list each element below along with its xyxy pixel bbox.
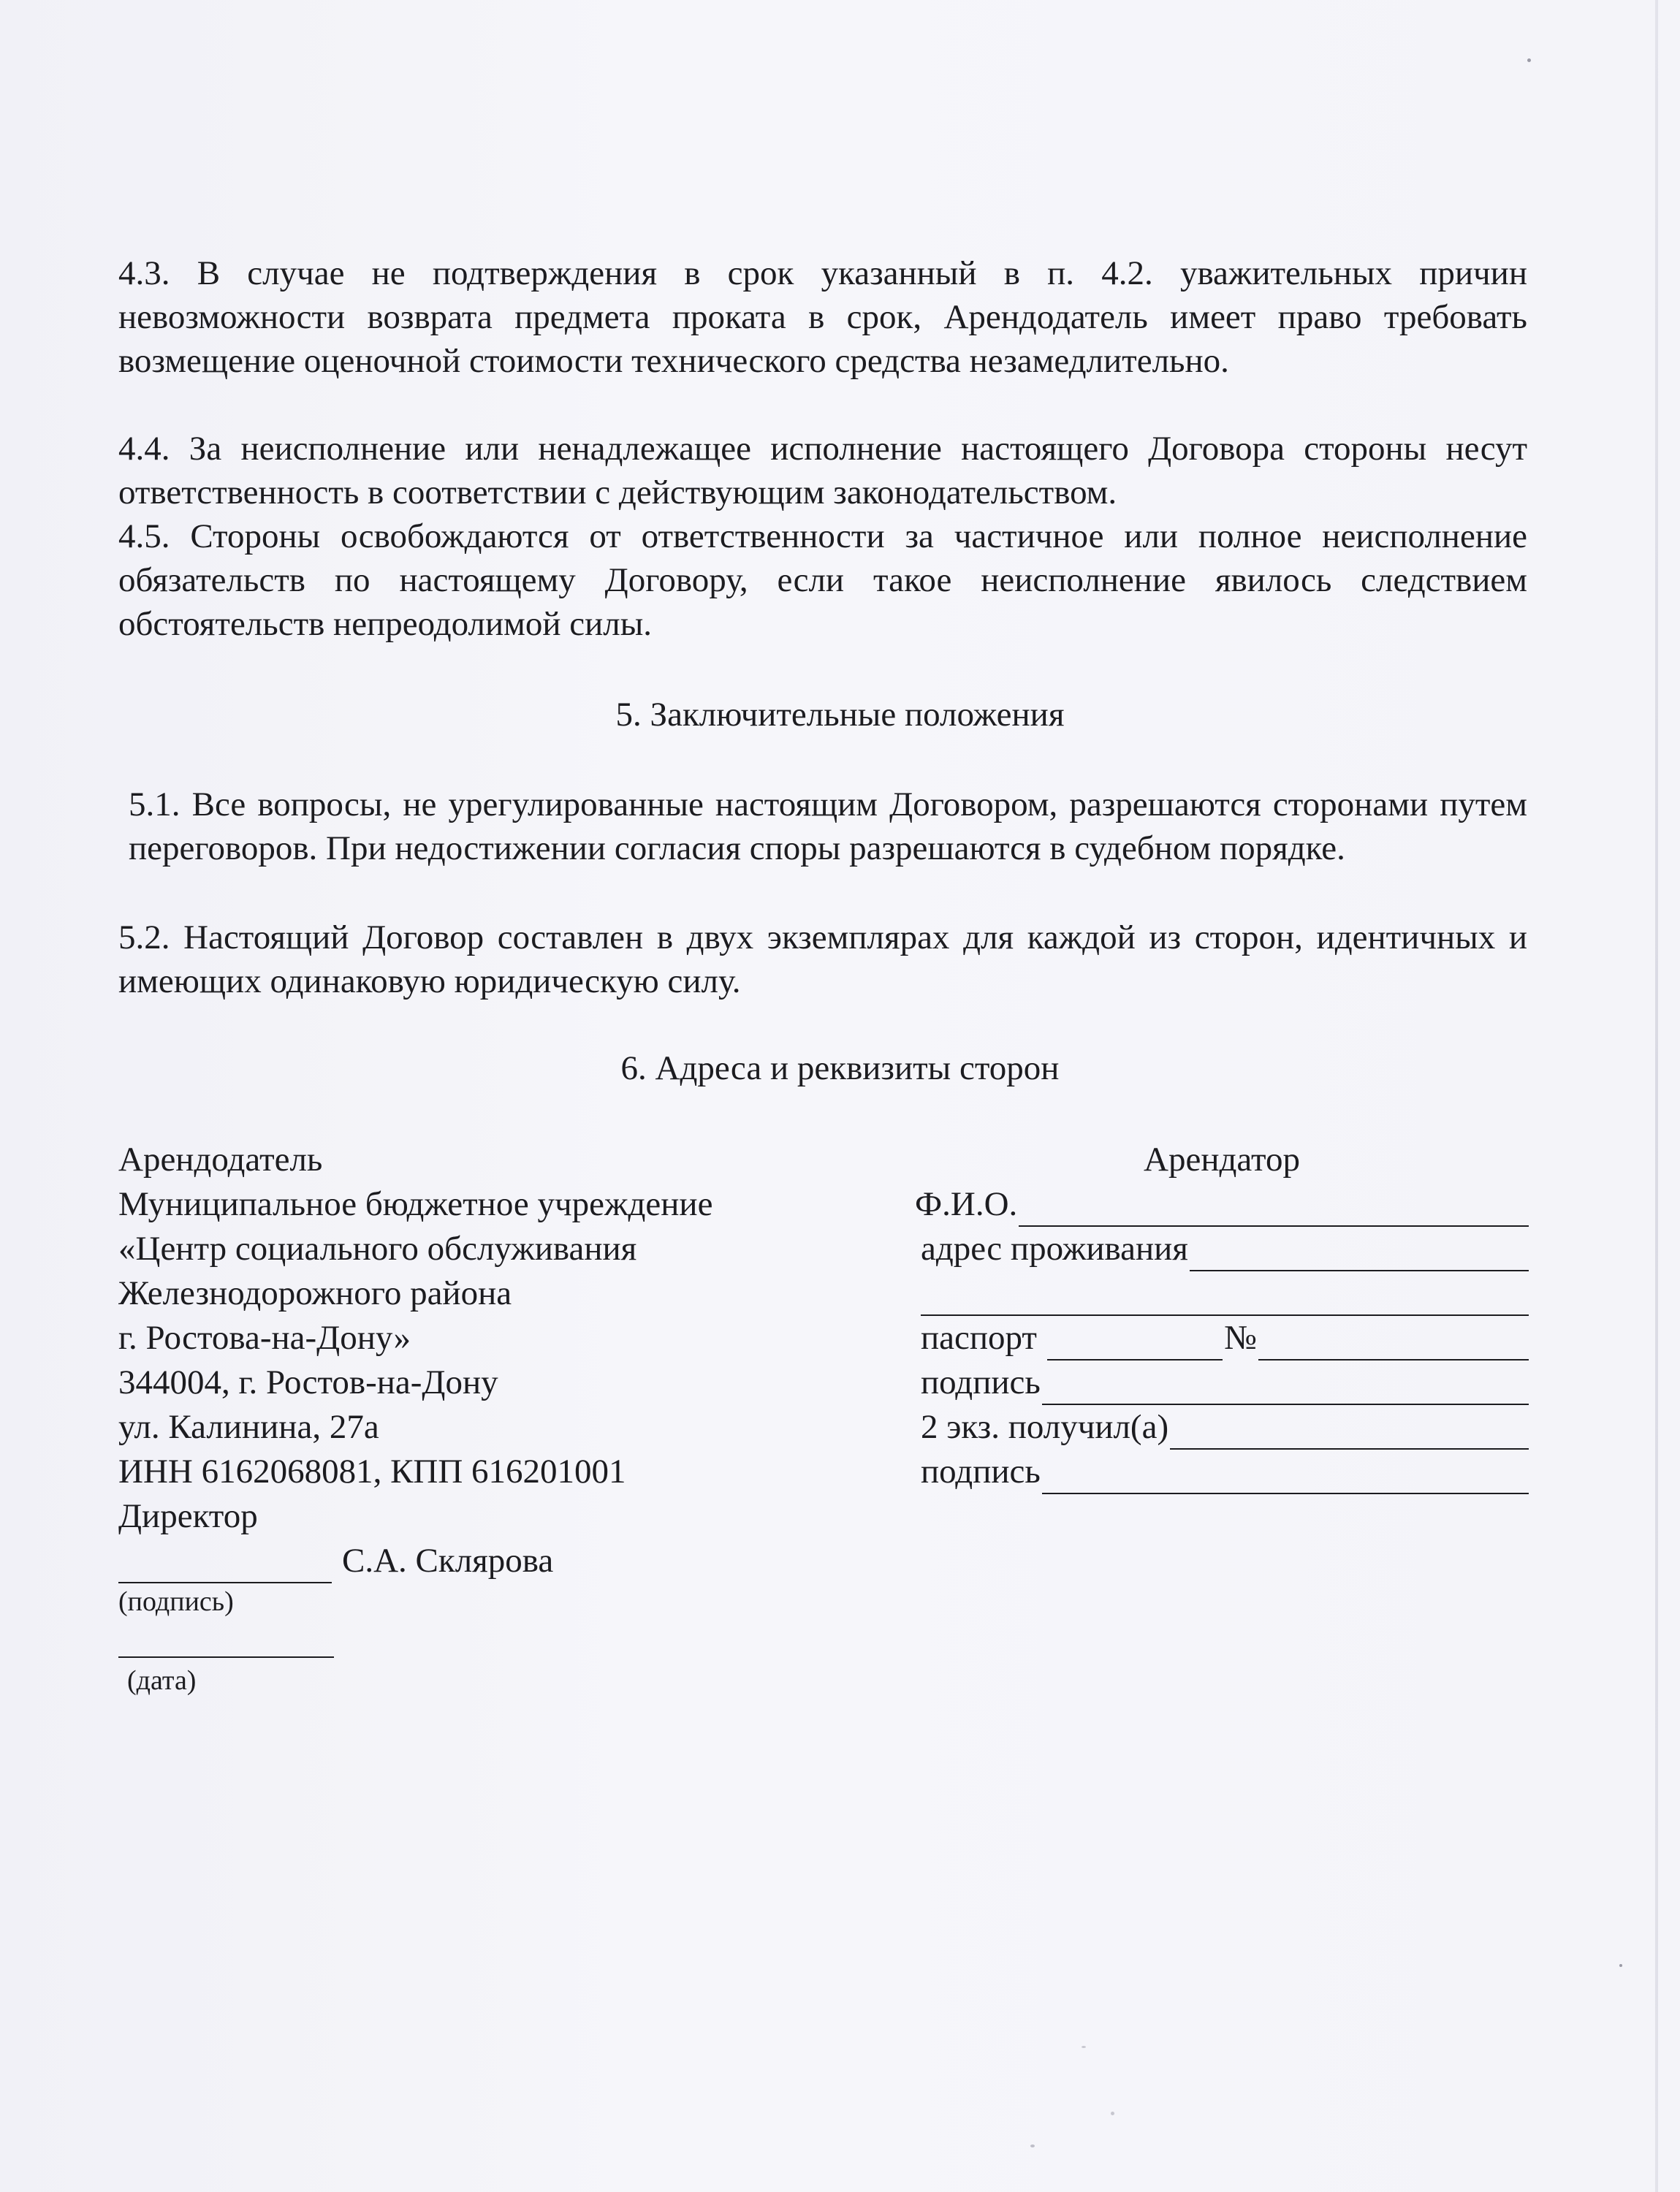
- landlord-details: [118, 1138, 849, 1699]
- signature-label-1: подпись: [921, 1363, 1041, 1401]
- section-6-heading: 6. Адреса и реквизиты сторон: [620, 1049, 1060, 1087]
- passport-number-field: [1258, 1327, 1529, 1361]
- passport-series-field: [1047, 1327, 1223, 1361]
- clause-5-1: 5.1. Все вопросы, не урегулированные настоящим Договором, разрешаются сторонами путем переговоров. При недостижении согласия споры разрешаются в судебном порядке.: [129, 785, 1527, 867]
- scan-speck: [1030, 2145, 1035, 2147]
- scan-speck: [1527, 58, 1531, 62]
- landlord-line-1: Муниципальное бюджетное учреждение: [118, 1185, 713, 1223]
- sign-caption: (подпись): [118, 1586, 234, 1617]
- scan-speck: [1111, 2112, 1114, 2115]
- landlord-line-7: ИНН 6162068081, КПП 616201001: [118, 1453, 626, 1491]
- clause-4-3: 4.3. В случае не подтверждения в срок указанный в п. 4.2. уважительных причин невозможности возврата предмета проката в срок, Арендодатель имеет право требовать возмещение оценочной стоимости технического средства незамедлительно.: [118, 254, 1527, 380]
- copy-received-field: [1170, 1416, 1529, 1450]
- landlord-signer: С.А. Склярова: [342, 1542, 554, 1580]
- signature-field-1: [1042, 1371, 1529, 1405]
- address-label: адрес проживания: [921, 1230, 1188, 1268]
- landlord-line-4: г. Ростова-на-Дону»: [118, 1319, 411, 1357]
- passport-label: паспорт: [921, 1319, 1037, 1357]
- clause-4-5: 4.5. Стороны освобождаются от ответственности за частичное или полное неисполнение обязательств по настоящему Договору, если такое неисполнение явилось следствием обстоятельств непреодолимой силы.: [118, 517, 1527, 643]
- date-line: [118, 1627, 334, 1658]
- clause-4-4: 4.4. За неисполнение или ненадлежащее исполнение настоящего Договора стороны несут ответственность в соответствии с действующим законодательством.: [118, 430, 1527, 511]
- landlord-line-6: ул. Калинина, 27а: [118, 1408, 379, 1446]
- scan-speck: [1619, 1964, 1622, 1967]
- signature-row: [118, 1539, 849, 1583]
- signature-field-2: [1042, 1461, 1529, 1494]
- landlord-line-8: Директор: [118, 1497, 258, 1535]
- scan-speck: [1082, 2046, 1086, 2048]
- fio-field: [1019, 1193, 1529, 1227]
- landlord-signature-line: [118, 1550, 332, 1583]
- date-caption: (дата): [127, 1665, 197, 1696]
- tenant-title: Арендатор: [1144, 1141, 1300, 1179]
- fio-label: Ф.И.О.: [915, 1185, 1018, 1223]
- signature-label-2: подпись: [921, 1453, 1041, 1491]
- address-field: [1190, 1238, 1529, 1271]
- landlord-line-5: 344004, г. Ростов-на-Дону: [118, 1363, 498, 1401]
- page-edge-shadow: [1655, 0, 1658, 2192]
- copy-received-label: 2 экз. получил(а): [921, 1408, 1169, 1446]
- clause-5-2: 5.2. Настоящий Договор составлен в двух экземплярах для каждой из сторон, идентичных и имеющих одинаковую юридическую силу.: [118, 918, 1527, 1000]
- landlord-title: Арендодатель: [118, 1141, 323, 1179]
- landlord-line-2: «Центр социального обслуживания: [118, 1230, 637, 1268]
- landlord-line-3: Железнодорожного района: [118, 1274, 512, 1312]
- address-field-continued: [921, 1282, 1529, 1316]
- section-5-heading: 5. Заключительные положения: [615, 696, 1065, 734]
- passport-number-label: №: [1223, 1319, 1257, 1357]
- tenant-details: [915, 1138, 1529, 1494]
